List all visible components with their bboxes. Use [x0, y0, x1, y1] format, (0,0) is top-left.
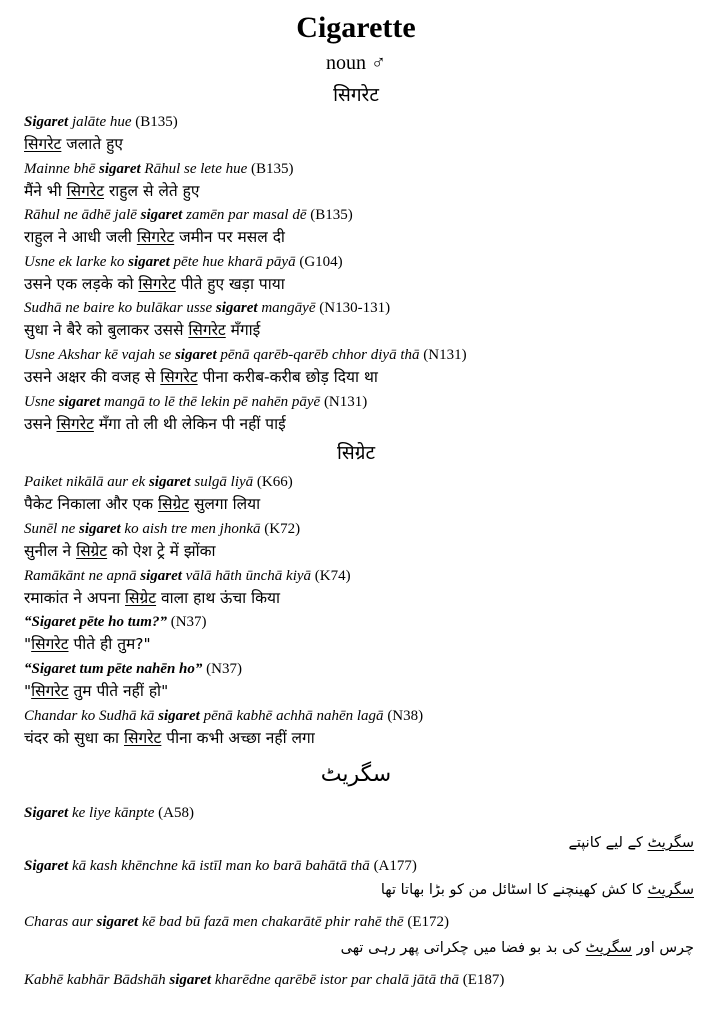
entry	[24, 252, 694, 296]
devanagari-line: सुनील ने सिग्रेट को ऐश ट्रे में झोंका	[24, 542, 216, 560]
entry-urdu	[24, 933, 694, 963]
section-heading-urdu: سگریٹ	[320, 762, 392, 787]
devanagari-line: उसने एक लड़के को सिगरेट पीते हुए खड़ा पाया	[24, 275, 285, 293]
devanagari-line: रमाकांत ने अपना सिग्रेट वाला हाथ ऊंचा किया	[24, 589, 281, 607]
entry	[24, 345, 694, 389]
headword: Cigarette	[296, 11, 416, 44]
entry	[24, 205, 694, 249]
part-of-speech: noun ♂	[326, 52, 386, 74]
latin-line: “Sigaret tum pēte nahēn ho” (N37)	[24, 661, 242, 677]
entry	[24, 856, 694, 876]
devanagari-line: चंदर को सुधा का सिगरेट पीना कभी अच्छा नहीं लगा	[24, 729, 315, 747]
devanagari-line: "सिगरेट पीते ही तुम?"	[24, 635, 151, 653]
devanagari-line: राहुल ने आधी जली सिगरेट जमीन पर मसल दी	[24, 228, 285, 246]
section-heading-hindi-1: सिगरेट	[333, 84, 379, 106]
urdu-line: سگریٹ کے لیے کانپتے	[568, 835, 694, 851]
entry	[24, 298, 694, 342]
urdu-line: چرس اور سگریٹ کی بد بو فضا میں چکراتی پھر رہی تھی	[340, 940, 694, 956]
entry	[24, 566, 694, 610]
devanagari-line: सिगरेट जलाते हुए	[24, 135, 123, 153]
latin-line: “Sigaret pēte ho tum?” (N37)	[24, 614, 207, 630]
entry	[24, 970, 694, 990]
entry-urdu	[24, 875, 694, 905]
latin-line: Usne sigaret mangā to lē thē lekin pē nahēn pāyē (N131)	[24, 394, 368, 410]
latin-line: Rāhul ne ādhē jalē sigaret zamēn par masal dē (B135)	[24, 207, 353, 223]
latin-line: Chandar ko Sudhā kā sigaret pēnā kabhē achhā nahēn lagā (N38)	[24, 708, 424, 724]
entry	[24, 159, 694, 203]
latin-line: Kabhē kabhār Bādshāh sigaret kharēdne qarēbē istor par chalā jātā thā (E187)	[24, 972, 505, 988]
latin-line: Ramākānt ne apnā sigaret vālā hāth ūnchā kiyā (K74)	[24, 568, 351, 584]
latin-line: Sigaret kā kash khēnchne kā istīl man ko barā bahātā thā (A177)	[24, 858, 417, 874]
latin-line: Sigaret jalāte hue (B135)	[24, 114, 178, 130]
entry	[24, 803, 694, 823]
devanagari-line: सुधा ने बैरे को बुलाकर उससे सिगरेट मँगाई	[24, 321, 261, 339]
devanagari-line: पैकेट निकाला और एक सिग्रेट सुलगा लिया	[24, 495, 261, 513]
devanagari-line: उसने अक्षर की वजह से सिगरेट पीना करीब-करीब छोड़ दिया था	[24, 368, 378, 386]
entry	[24, 519, 694, 563]
latin-line: Paiket nikālā aur ek sigaret sulgā liyā (K66)	[24, 474, 293, 490]
entry	[24, 659, 694, 703]
latin-line: Mainne bhē sigaret Rāhul se lete hue (B135)	[24, 161, 294, 177]
entry	[24, 612, 694, 656]
entry	[24, 912, 694, 932]
devanagari-line: मैंने भी सिगरेट राहुल से लेते हुए	[24, 182, 200, 200]
entry-urdu	[24, 828, 694, 858]
entry	[24, 706, 694, 750]
devanagari-line: "सिगरेट तुम पीते नहीं हो"	[24, 682, 169, 700]
entry	[24, 112, 694, 156]
devanagari-line: उसने सिगरेट मँगा तो ली थी लेकिन पी नहीं पाई	[24, 415, 286, 433]
latin-line: Usne Akshar kē vajah se sigaret pēnā qarēb-qarēb chhor diyā thā (N131)	[24, 347, 467, 363]
latin-line: Charas aur sigaret kē bad bū fazā men chakarātē phir rahē thē (E172)	[24, 914, 449, 930]
latin-line: Sunēl ne sigaret ko aish tre men jhonkā (K72)	[24, 521, 301, 537]
section-heading-hindi-2: सिग्रेट	[336, 442, 376, 464]
entry	[24, 472, 694, 516]
latin-line: Usne ek larke ko sigaret pēte hue kharā pāyā (G104)	[24, 254, 343, 270]
latin-line: Sigaret ke liye kānpte (A58)	[24, 805, 194, 821]
entry	[24, 392, 694, 436]
urdu-line: سگریٹ کا کش کھینچنے کا اسٹائل من کو بڑا بھاتا تھا	[380, 882, 694, 898]
latin-line: Sudhā ne baire ko bulākar usse sigaret mangāyē (N130-131)	[24, 300, 391, 316]
